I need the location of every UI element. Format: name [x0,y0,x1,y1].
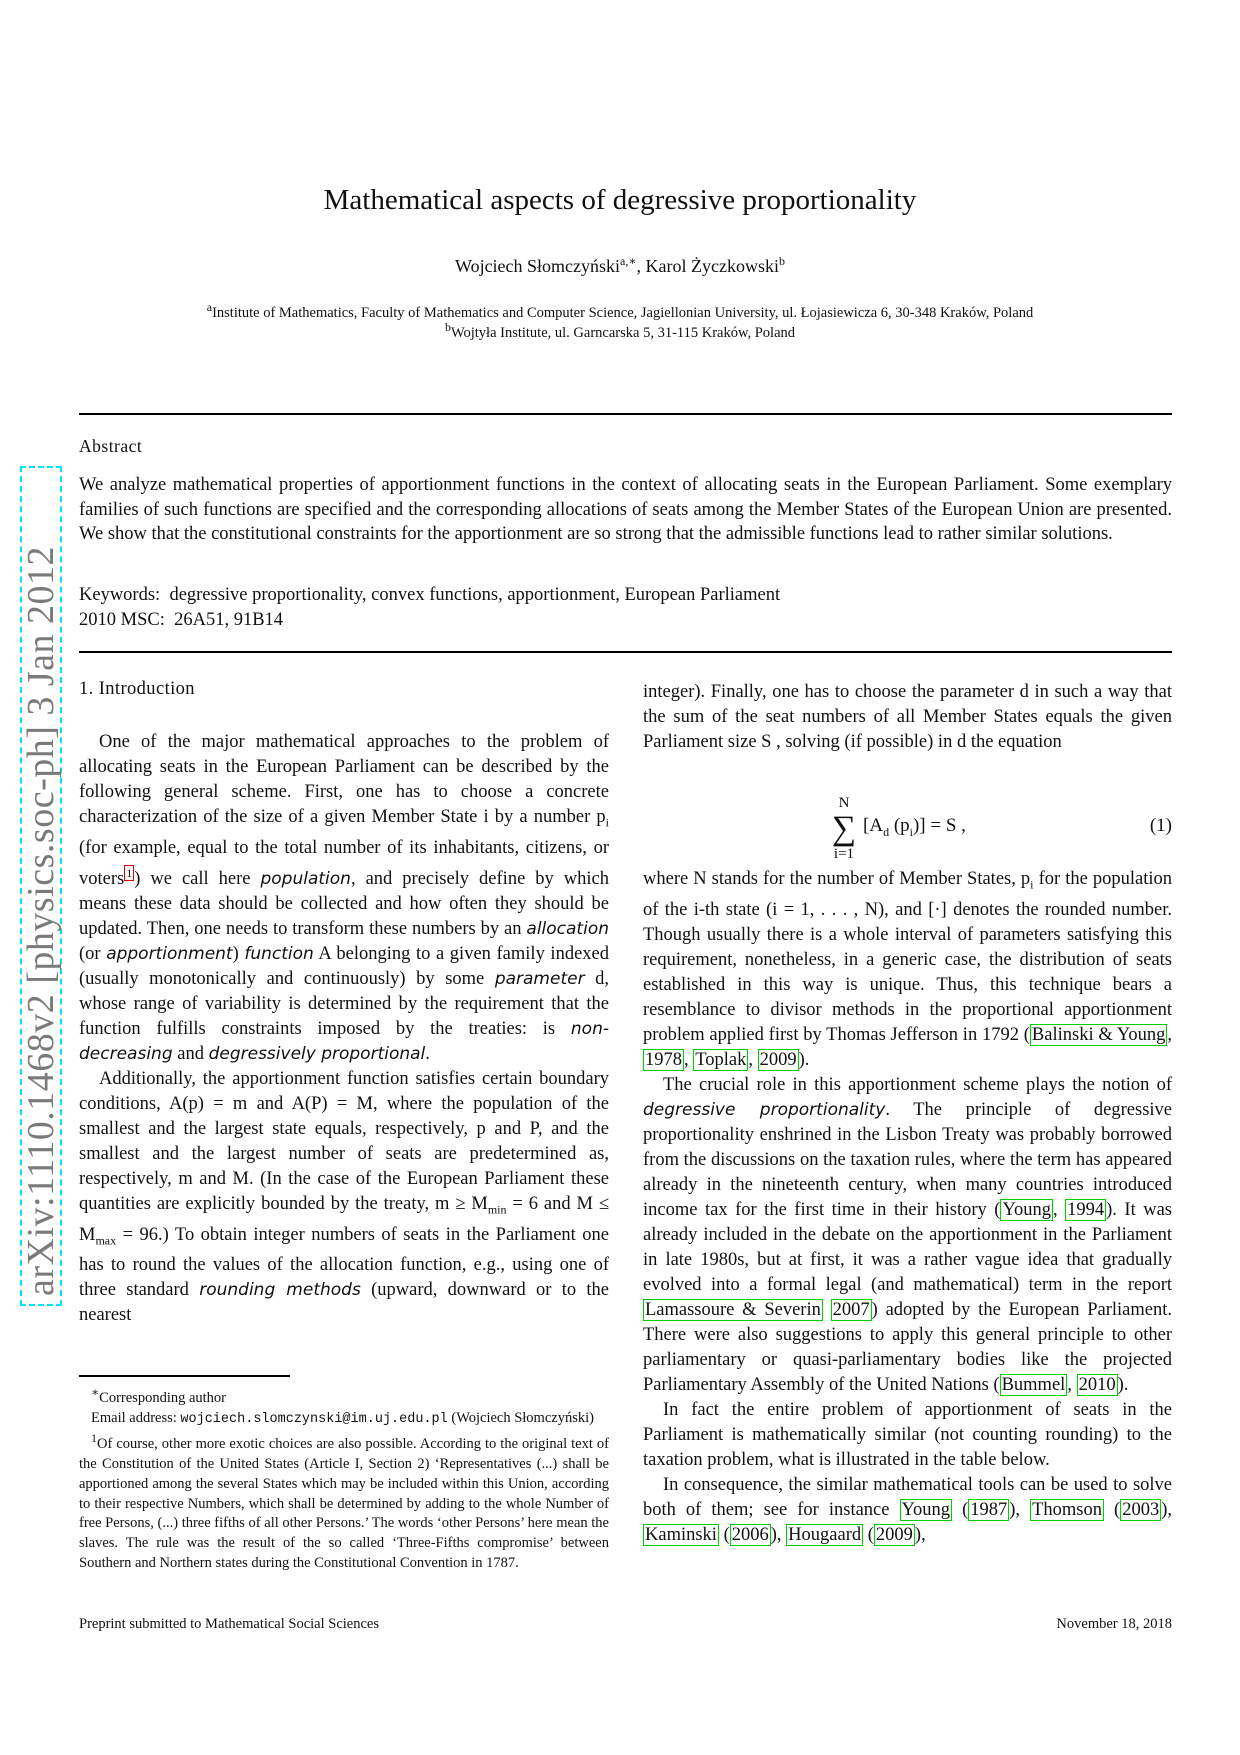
affiliation-b [0,320,1240,342]
author-list [0,254,1240,277]
affiliation-a [0,300,1240,322]
footnote-corresponding: ∗Corresponding author [91,1385,227,1406]
citation-link[interactable]: 2007 [832,1299,870,1320]
citation-link[interactable]: 1978 [645,1049,682,1070]
citation-link[interactable]: 1987 [970,1499,1008,1520]
citation-link[interactable]: Thomson [1032,1499,1102,1520]
footer-preprint-note: Preprint submitted to Mathematical Social Sciences [79,1616,379,1632]
author-name: Karol Życzkowski [645,256,779,276]
right-column-top [643,680,1172,755]
paper-title: Mathematical aspects of degressive proportionality [323,184,917,216]
author-affiliation-mark: b [778,254,785,268]
citation-link[interactable]: 2010 [1078,1374,1116,1395]
right-column-body [643,867,1172,1548]
citation-link[interactable]: Young [901,1499,951,1520]
author-affiliation-mark: a,∗ [620,254,637,268]
affiliation-mark: b [444,320,451,334]
left-column [79,730,609,1328]
equation-number: (1) [1149,815,1172,836]
sum-upper-limit: N [838,795,850,811]
paragraph: integer). Finally, one has to choose the parameter d in such a way that the sum of the seat numbers of all Member States equals the given Parliament size S , solving (if possible) in d the equation [643,682,1172,752]
arxiv-stamp[interactable]: arXiv:1110.1468v2 [physics.soc-ph] 3 Jan 2012 [20,466,62,1306]
citation-link[interactable]: 2009 [875,1524,913,1545]
author-separator: , [636,256,646,276]
affiliation-text: Wojtyła Institute, ul. Garncarska 5, 31-115 Kraków, Poland [450,324,796,341]
citation-link[interactable]: Kaminski [645,1524,717,1545]
msc-label: 2010 MSC: [79,610,165,630]
citation-link[interactable]: 2009 [759,1049,797,1070]
sum-lower-limit: i=1 [833,846,855,862]
citation-link[interactable]: 2003 [1122,1499,1160,1520]
paragraph: One of the major mathematical approaches to the problem of allocating seats in the European Parliament can be described by the following general scheme. First, one has to choose a concrete characterization of the size of a given Member State i by a number $p_i$ (for example, equal to the total number of its inhabitants, citizens, or voters $^1$ ) we call here population, and precisely define by which means these data should be collected and how often they should be updated. Then, one needs to transform these numbers by an allocation (or apportionment) function A belonging to a given family indexed (usually monotonically and continuously) by some parameter d, whose range of variability is determined by the requirement that the function fulfills constraints imposed by the treaties: is non-decreasing and degressively proportional. [79,732,609,1064]
msc-codes [79,610,283,631]
citation-link[interactable]: Bummel [1001,1374,1066,1395]
affiliation-mark: a [206,300,213,314]
paragraph: In consequence, the similar mathematical tools can be used to solve both of them; see for instance Young ( 1987 ), Thomson ( 2003 ), Kaminski ( 2006 ), Hougaard ( 2009 ), [643,1474,1172,1545]
top-rule [79,413,1172,415]
email-link[interactable]: wojciech.slomczynski@im.uj.edu.pl [180,1411,448,1427]
paragraph: The crucial role in this apportionment scheme plays the notion of degressive proportionality. The principle of degressive proportionality enshrined in the Lisbon Treaty was probably borrowed from the discussions on the taxation rules, where the term has appeared already in the nineteenth century, when many countries introduced income tax for the first time in their history ( Young , 1994 ). It was already included in the debate on the apportionment in the Parliament in late 1980s, but at first, it was a rather vague idea that gradually evolved into a formal legal (and mathematical) term in the report Lamassoure & Severin 2007 ) adopted by the European Parliament. There were also suggestions to apply this general principle to other parliamentary or quasi-parliamentary bodies like the projected Parliamentary Assembly of the United Nations ( Bummel , 2010 ). [643,1074,1173,1395]
footnotes [79,1383,609,1574]
citation-link[interactable]: Balinski & Young [1031,1024,1166,1045]
affiliation-text: Institute of Mathematics, Faculty of Mathematics and Computer Science, Jagiellonian University, ul. Łojasiewicza 6, 30-348 Kraków, Poland [212,304,1034,321]
citation-link[interactable]: 1994 [1067,1199,1105,1220]
footnote-email: Email address: wojciech.slomczynski@im.uj.edu.pl (Wojciech Słomczyński) [91,1409,594,1427]
citation-link[interactable]: Young [1002,1199,1051,1220]
paragraph: Additionally, the apportionment function satisfies certain boundary conditions, A(p) = m and A(P) = M, where the population of the smallest and the largest state equals, respectively, p and P, and the smallest and the largest number of seats are predetermined as, respectively, m and M. (In the case of the European Parliament these quantities are explicitly bounded by the treaty, $m \ge M_{min} = 6$ and $M \le M_{max} = 96$.) To obtain integer numbers of seats in the Parliament one has to round the values of the allocation function, e.g., using one of three standard rounding methods (upward, downward or to the nearest [79,1068,609,1326]
equation-expression: [$A_d$ $(p_i)] = S$ , [863,815,966,839]
paragraph: where N stands for the number of Member States, $p_i$ for the population of the i-th state (i = 1, . . . , N), and [·] denotes the rounded number. Though usually there is a whole interval of parameters satisfying this requirement, nonetheless, in a generic case, the distribution of seats established in this way is unique. Thus, this technique bears a resemblance to divisor methods in the proportional apportionment problem applied first by Thomas Jefferson in 1792 ( Balinski & Young , 1978 , Toplak , 2009 ). [643,869,1172,1070]
citation-link[interactable]: Lamassoure & Severin [645,1299,821,1320]
footer-date: November 18, 2018 [1056,1616,1172,1632]
keywords-label: Keywords: [79,585,161,605]
abstract-heading: Abstract [79,436,143,456]
sigma-symbol: ∑ [831,810,857,847]
footnote-1: $^1$Of course, other more exotic choices are also possible. According to the original text of the Constitution of the United States (Article I, Section 2) ‘Representatives (...) shall be apportioned among the several States which may be included within this Union, according to their respective Numbers, which shall be determined by adding to the whole Number of free Persons, (...) three fifths of all other Persons.’ The words ‘other Persons’ here mean the slaves. The rule was the result of the so called ‘Three-Fifths compromise’ between Southern and Northern states during the Constitutional Convention in 1787. [79,1431,609,1572]
paragraph: In fact the entire problem of apportionment of seats in the Parliament is mathematically similar (not counting rounding) to the taxation problem, what is illustrated in the table below. [643,1399,1172,1470]
footnote-link[interactable]: 1 [126,865,133,880]
msc-text: 26A51, 91B14 [174,610,284,630]
keywords [79,585,780,606]
author-name: Wojciech Słomczyński [455,256,621,276]
equation-1 [643,795,1172,865]
citation-link[interactable]: Hougaard [788,1524,862,1545]
abstract-bottom-rule [79,651,1172,653]
keywords-text: degressive proportionality, convex functions, apportionment, European Parliament [169,585,781,605]
footnote-rule [79,1375,290,1377]
citation-link[interactable]: 2006 [731,1524,769,1545]
abstract-text: We analyze mathematical properties of apportionment functions in the context of allocating seats in the European Parliament. Some exemplary families of such functions are specified and the corresponding allocations of seats among the Member States of the European Union are presented. We show that the constitutional constraints for the apportionment are so strong that the admissible functions lead to rather similar solutions. [79,475,1172,545]
summation [829,795,859,863]
citation-link[interactable]: Toplak [695,1049,747,1070]
section-heading: 1. Introduction [79,679,195,699]
